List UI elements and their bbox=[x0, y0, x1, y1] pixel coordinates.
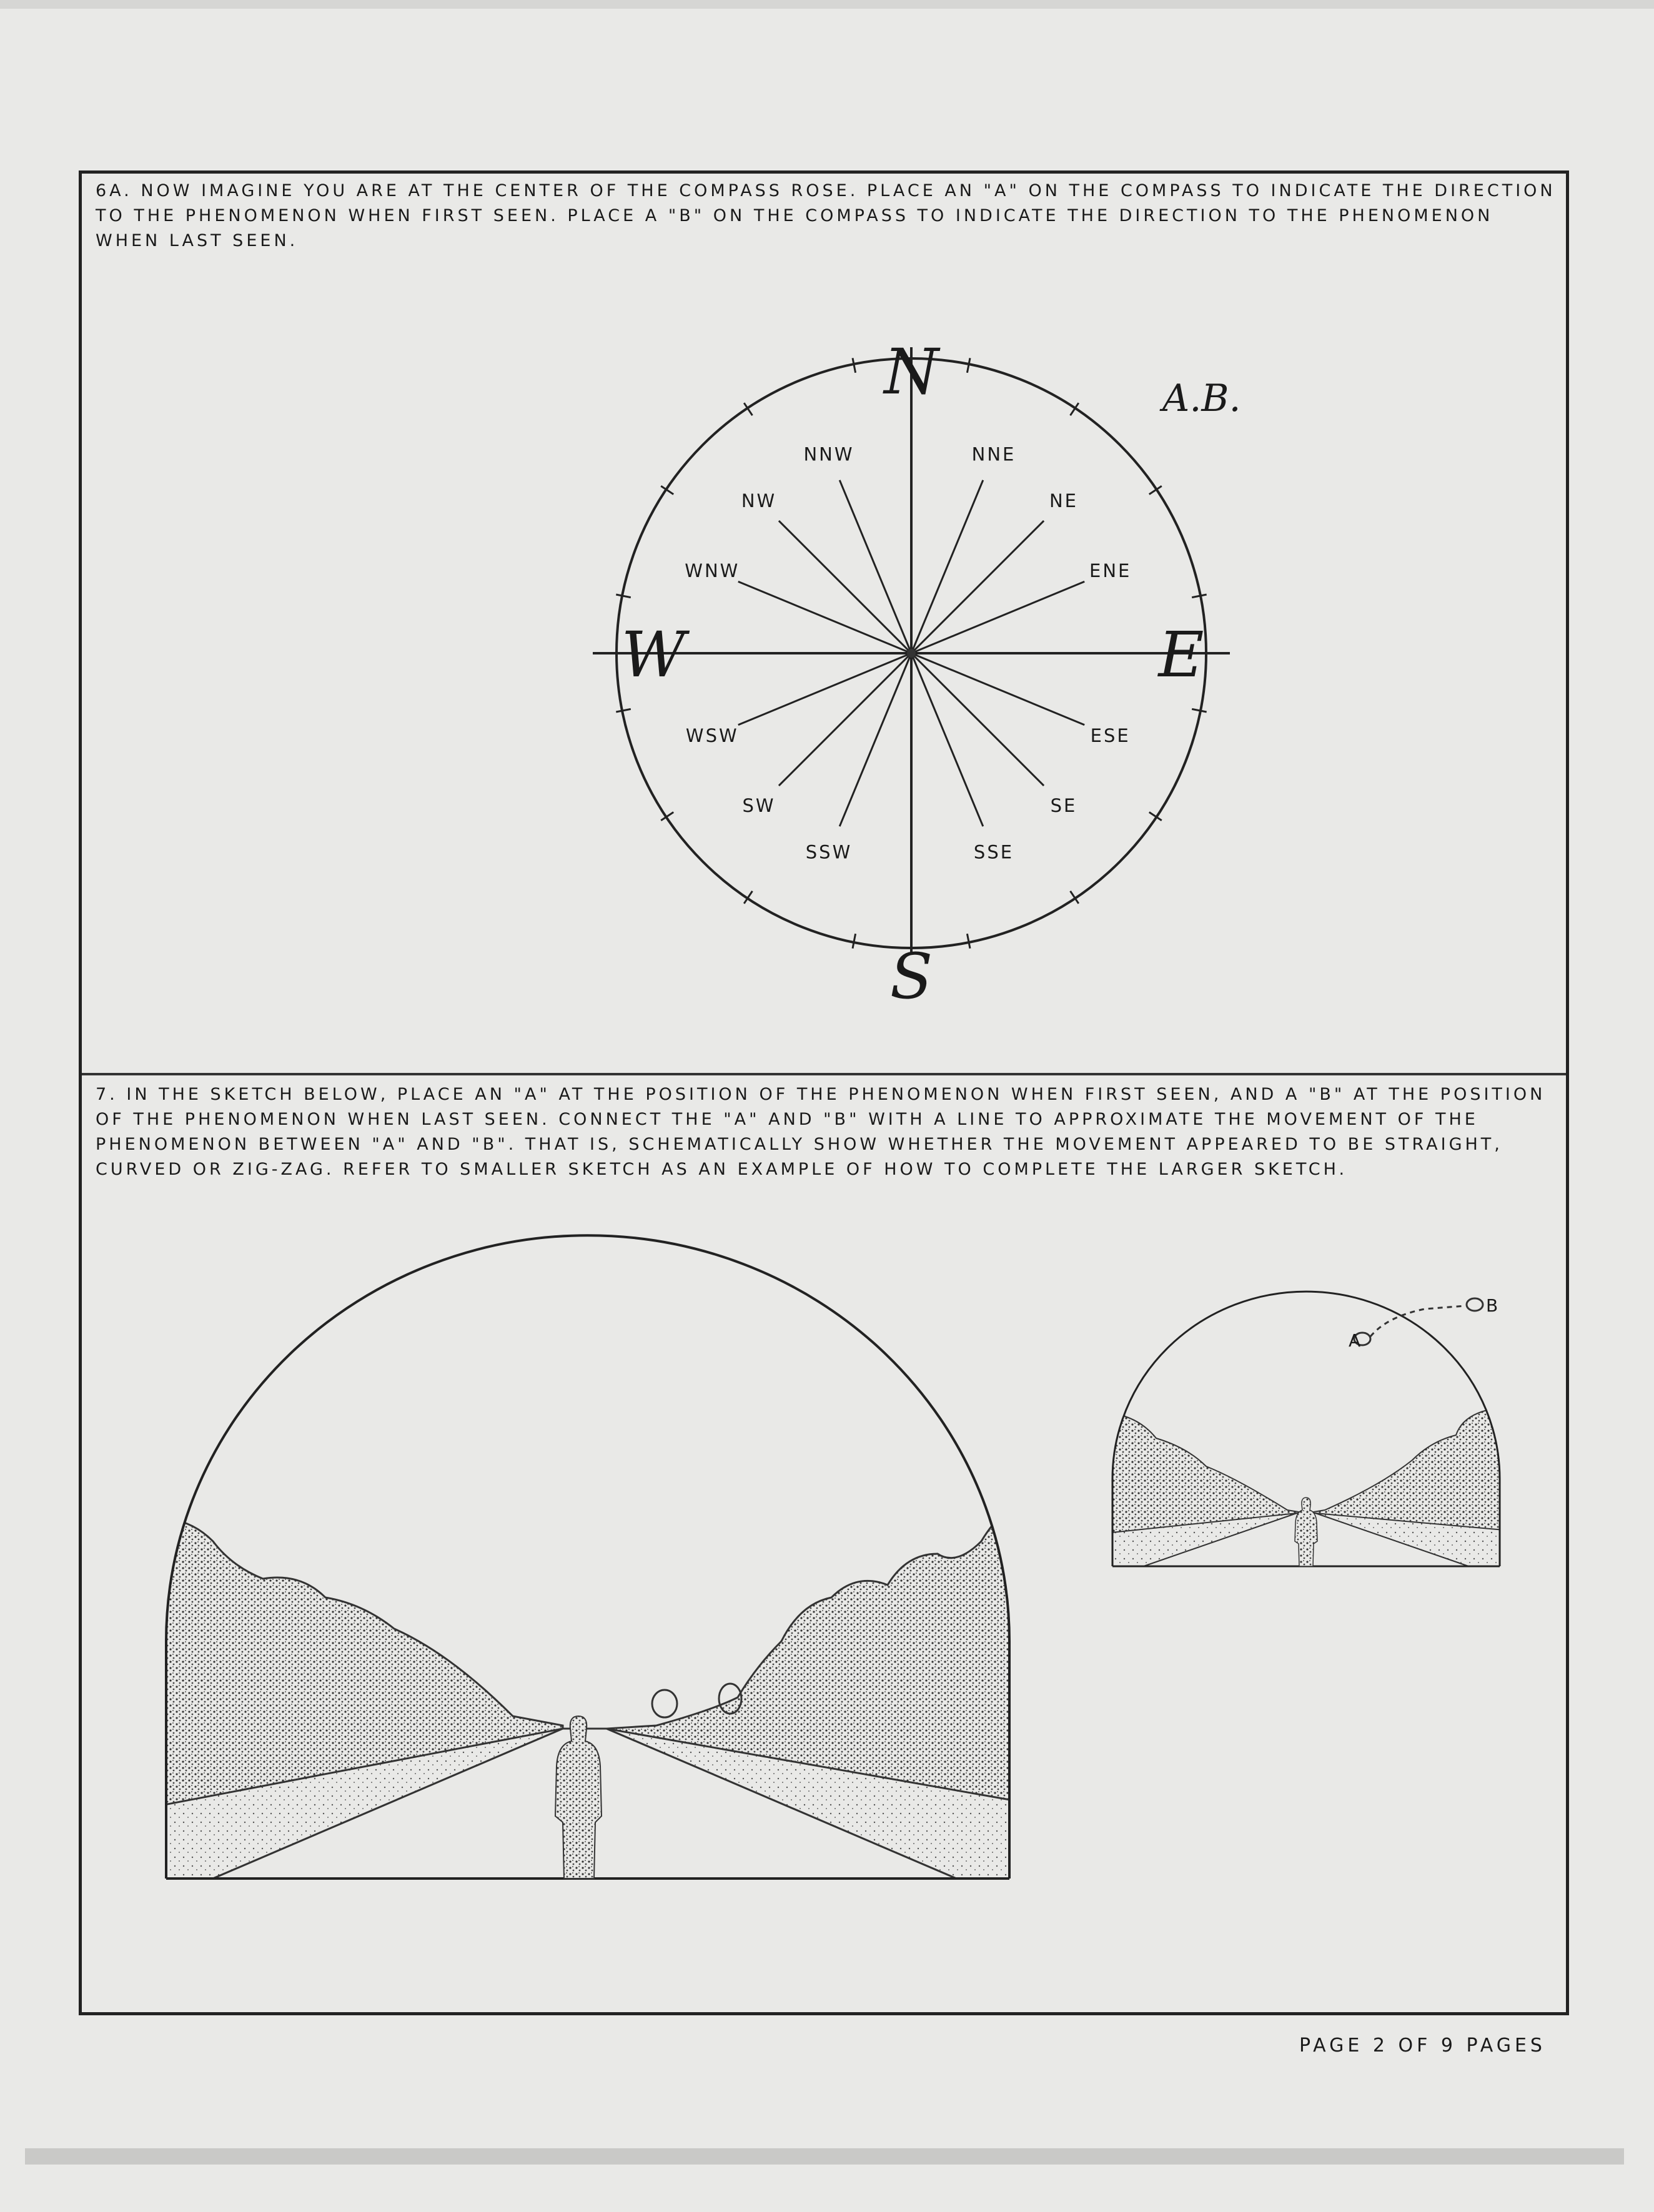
drawn-object-circle bbox=[652, 1690, 677, 1717]
compass-label-nw: NW bbox=[741, 490, 777, 511]
compass-label-ssw: SSW bbox=[805, 841, 853, 863]
compass-label-sse: SSE bbox=[973, 841, 1014, 863]
compass-label-ne: NE bbox=[1049, 490, 1079, 511]
compass-label-wnw: WNW bbox=[685, 560, 740, 581]
scan-edge-top bbox=[0, 0, 1654, 9]
section-divider bbox=[82, 1073, 1566, 1075]
example-label-b: B bbox=[1486, 1295, 1498, 1316]
question-number: 6A. bbox=[96, 181, 132, 200]
compass-south-label: S bbox=[889, 940, 933, 1013]
question-number: 7. bbox=[96, 1085, 118, 1104]
example-sketch bbox=[1087, 1285, 1525, 1579]
compass-label-nnw: NNW bbox=[803, 443, 854, 465]
compass-label-ene: ENE bbox=[1089, 560, 1132, 581]
question-6a bbox=[96, 179, 1557, 254]
compass-east-label: E bbox=[1158, 618, 1204, 691]
compass-ray-ne bbox=[911, 521, 1044, 653]
question-text: IN THE SKETCH BELOW, PLACE AN "A" AT THE POSITION OF THE PHENOMENON WHEN FIRST SEEN, AND A "B" AT THE POSITION OF THE PHENOMENON WHEN LAST SEEN. CONNECT THE "A" AND "B" WITH A LINE TO APPROXIMATE THE MOVEMENT OF THE PHENOMENON BETWEEN "A" AND "B". THAT IS, SCHEMATICALLY SHOW WHETHER THE MOVEMENT APPEARED TO BE STRAIGHT, CURVED OR ZIG-ZAG. REFER TO SMALLER SKETCH AS AN EXAMPLE OF HOW TO COMPLETE THE LARGER SKETCH. bbox=[96, 1085, 1546, 1179]
scan-edge-bottom bbox=[25, 2148, 1624, 2165]
handwritten-answer: A.B. bbox=[1162, 377, 1241, 420]
compass-west-label: W bbox=[621, 618, 686, 691]
compass-ray-se bbox=[911, 653, 1044, 786]
compass-ray-nw bbox=[779, 521, 911, 653]
form-box bbox=[79, 170, 1569, 2015]
compass-ray-sw bbox=[779, 653, 911, 786]
question-7 bbox=[96, 1082, 1570, 1182]
question-text: NOW IMAGINE YOU ARE AT THE CENTER OF THE COMPASS ROSE. PLACE AN "A" ON THE COMPASS TO INDICATE THE DIRECTION TO THE PHENOMENON WHEN FIRST SEEN. PLACE A "B" ON THE COMPASS TO INDICATE THE DIRECTION TO THE PHENOMENON WHEN LAST SEEN. bbox=[96, 181, 1556, 250]
example-point-b bbox=[1467, 1298, 1483, 1311]
compass-rose bbox=[519, 335, 1331, 1013]
large-sketch bbox=[138, 1304, 1031, 1897]
compass-north-label: N bbox=[884, 335, 939, 408]
compass-label-se: SE bbox=[1050, 795, 1077, 816]
compass-label-nne: NNE bbox=[971, 443, 1016, 465]
compass-label-ese: ESE bbox=[1090, 725, 1131, 746]
compass-label-wsw: WSW bbox=[685, 725, 739, 746]
compass-center bbox=[907, 649, 916, 658]
example-movement-line bbox=[1370, 1306, 1465, 1336]
compass-label-sw: SW bbox=[742, 795, 776, 816]
example-label-a: A bbox=[1349, 1330, 1361, 1351]
page-number: PAGE 2 OF 9 PAGES bbox=[1299, 2035, 1546, 2056]
